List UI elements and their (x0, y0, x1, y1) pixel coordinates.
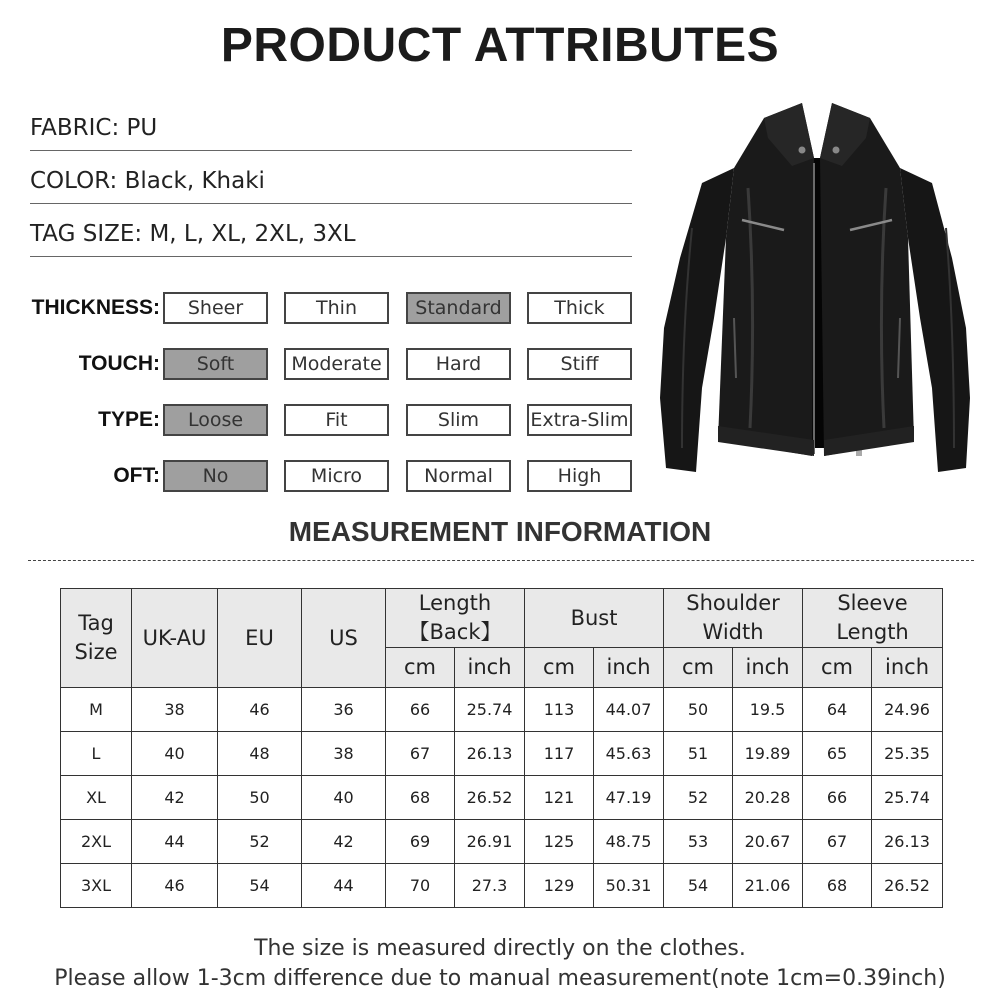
unit-cm: cm (664, 648, 733, 688)
touch-label: TOUCH: (78, 352, 160, 375)
thickness-option-sheer: Sheer (163, 292, 268, 324)
table-cell: 36 (302, 688, 386, 732)
table-cell: 46 (218, 688, 302, 732)
table-cell: 52 (664, 776, 733, 820)
measurement-title: MEASUREMENT INFORMATION (288, 516, 712, 547)
table-cell: 67 (803, 820, 872, 864)
table-cell: 68 (386, 776, 455, 820)
table-cell: 48 (218, 732, 302, 776)
table-cell: 26.13 (455, 732, 525, 776)
thickness-option-thick: Thick (527, 292, 632, 324)
table-cell: 26.52 (872, 864, 943, 908)
table-cell: M (61, 688, 132, 732)
footer-note-1: The size is measured directly on the clothes. (254, 936, 746, 961)
table-cell: L (61, 732, 132, 776)
type-label: TYPE: (98, 408, 160, 431)
table-cell: 40 (302, 776, 386, 820)
unit-inch: inch (594, 648, 664, 688)
table-cell: 113 (525, 688, 594, 732)
unit-cm: cm (386, 648, 455, 688)
type-option-extra-slim: Extra-Slim (527, 404, 632, 436)
table-cell: 44 (302, 864, 386, 908)
table-cell: 46 (132, 864, 218, 908)
table-cell: 50.31 (594, 864, 664, 908)
table-cell: 47.19 (594, 776, 664, 820)
table-cell: 38 (132, 688, 218, 732)
table-cell: 19.5 (733, 688, 803, 732)
table-cell: 68 (803, 864, 872, 908)
thickness-option-standard: Standard (406, 292, 511, 324)
header-us: US (302, 589, 386, 688)
table-cell: 125 (525, 820, 594, 864)
oft-option-high: High (527, 460, 632, 492)
header-tag-size: Tag Size (61, 589, 132, 688)
unit-inch: inch (733, 648, 803, 688)
table-cell: 26.13 (872, 820, 943, 864)
header-uk-au: UK-AU (132, 589, 218, 688)
oft-label: OFT: (113, 464, 160, 487)
table-cell: 19.89 (733, 732, 803, 776)
table-cell: 2XL (61, 820, 132, 864)
table-row (61, 820, 943, 864)
table-cell: 66 (803, 776, 872, 820)
table-cell: 117 (525, 732, 594, 776)
table-cell: 54 (664, 864, 733, 908)
table-cell: 20.28 (733, 776, 803, 820)
table-cell: 54 (218, 864, 302, 908)
table-cell: 129 (525, 864, 594, 908)
table-cell: 70 (386, 864, 455, 908)
unit-cm: cm (803, 648, 872, 688)
touch-option-soft: Soft (163, 348, 268, 380)
table-cell: 45.63 (594, 732, 664, 776)
table-cell: 50 (218, 776, 302, 820)
table-cell: 44.07 (594, 688, 664, 732)
unit-inch: inch (455, 648, 525, 688)
table-cell: 24.96 (872, 688, 943, 732)
unit-cm: cm (525, 648, 594, 688)
table-cell: 67 (386, 732, 455, 776)
header-shoulder-width: Shoulder Width (664, 589, 803, 648)
table-cell: 25.74 (455, 688, 525, 732)
table-cell: 44 (132, 820, 218, 864)
table-cell: 66 (386, 688, 455, 732)
table-cell: 38 (302, 732, 386, 776)
table-cell: 21.06 (733, 864, 803, 908)
table-cell: 20.67 (733, 820, 803, 864)
table-cell: 121 (525, 776, 594, 820)
table-cell: 50 (664, 688, 733, 732)
oft-option-no: No (163, 460, 268, 492)
table-cell: 27.3 (455, 864, 525, 908)
table-cell: 26.91 (455, 820, 525, 864)
header-eu: EU (218, 589, 302, 688)
table-cell: 53 (664, 820, 733, 864)
table-cell: XL (61, 776, 132, 820)
thickness-row (0, 292, 640, 324)
table-cell: 69 (386, 820, 455, 864)
table-cell: 42 (132, 776, 218, 820)
table-cell: 42 (302, 820, 386, 864)
unit-inch: inch (872, 648, 943, 688)
page-title: PRODUCT ATTRIBUTES (220, 19, 780, 72)
table-cell: 40 (132, 732, 218, 776)
type-option-slim: Slim (406, 404, 511, 436)
table-cell: 51 (664, 732, 733, 776)
oft-option-normal: Normal (406, 460, 511, 492)
size-chart-table (60, 588, 943, 908)
thickness-label: THICKNESS: (31, 296, 160, 319)
table-cell: 25.74 (872, 776, 943, 820)
table-row (61, 688, 943, 732)
dashed-divider (28, 560, 974, 561)
header-sleeve-length: Sleeve Length (803, 589, 943, 648)
header-length: Length 【Back】 (386, 589, 525, 648)
touch-row (0, 348, 640, 380)
type-option-fit: Fit (284, 404, 389, 436)
type-option-loose: Loose (163, 404, 268, 436)
thickness-option-thin: Thin (284, 292, 389, 324)
touch-option-stiff: Stiff (527, 348, 632, 380)
color-attribute: COLOR: Black, Khaki (30, 163, 632, 204)
tag-size-attribute: TAG SIZE: M, L, XL, 2XL, 3XL (30, 216, 632, 257)
footer-note-2: Please allow 1-3cm difference due to manual measurement(note 1cm=0.39inch) (54, 966, 946, 991)
table-cell: 26.52 (455, 776, 525, 820)
table-cell: 25.35 (872, 732, 943, 776)
oft-option-micro: Micro (284, 460, 389, 492)
oft-row (0, 460, 640, 492)
table-cell: 52 (218, 820, 302, 864)
table-cell: 48.75 (594, 820, 664, 864)
type-row (0, 404, 640, 436)
table-cell: 3XL (61, 864, 132, 908)
table-row (61, 732, 943, 776)
table-row (61, 864, 943, 908)
touch-option-moderate: Moderate (284, 348, 389, 380)
leather-jacket-image (652, 88, 982, 500)
header-bust: Bust (525, 589, 664, 648)
touch-option-hard: Hard (406, 348, 511, 380)
table-cell: 64 (803, 688, 872, 732)
table-cell: 65 (803, 732, 872, 776)
table-row (61, 776, 943, 820)
fabric-attribute: FABRIC: PU (30, 110, 632, 151)
